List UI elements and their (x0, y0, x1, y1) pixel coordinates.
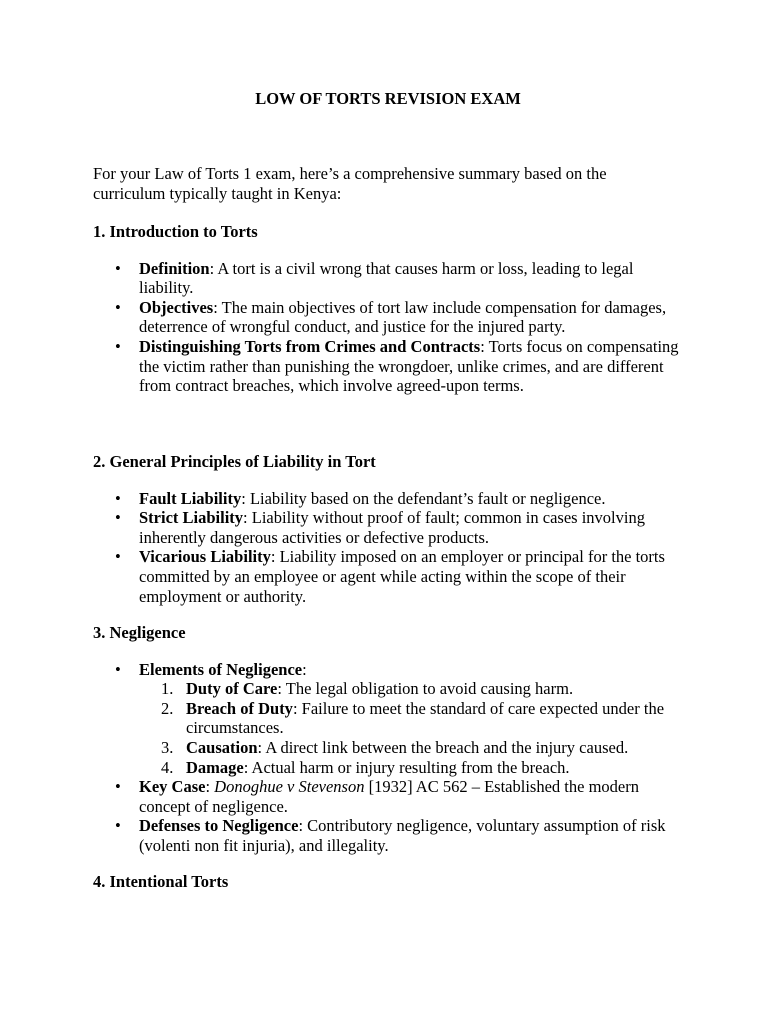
list-item (93, 337, 683, 396)
section-general-principles (93, 452, 683, 606)
item-text: : Failure to meet the standard of care expected under the circumstances. (186, 698, 665, 738)
item-number: 4. (161, 757, 174, 777)
item-text: : Contributory negligence, voluntary assumption of risk (volenti non fit injuria), and illegality. (139, 816, 666, 855)
item-text: : Actual harm or injury resulting from the breach. (243, 757, 570, 777)
item-number: 3. (161, 737, 174, 757)
numbered-item (139, 699, 683, 738)
bullet-icon: • (115, 336, 121, 356)
list-item (93, 660, 683, 778)
item-text: : Liability based on the defendant’s fault or negligence. (241, 488, 606, 508)
bullet-icon: • (115, 508, 121, 528)
list-item (93, 816, 683, 855)
bullet-icon: • (115, 547, 121, 567)
item-term: Distinguishing Torts from Crimes and Contracts (139, 336, 481, 356)
bullet-list (93, 259, 683, 396)
item-text: : A tort is a civil wrong that causes harm or loss, leading to legal liability. (139, 258, 634, 298)
item-text: : Torts focus on compensating the victim rather than punishing the wrongdoer, unlike crimes, and are different from contract breaches, which involve agreed-upon terms. (139, 336, 679, 396)
document-title: LOW OF TORTS REVISION EXAM (255, 89, 521, 108)
section-heading: 4. Intentional Torts (93, 872, 229, 891)
intro-paragraph: For your Law of Torts 1 exam, here’s a comprehensive summary based on the curriculum typically taught in Kenya: (93, 164, 607, 203)
item-term: Vicarious Liability (139, 547, 271, 567)
list-item (93, 508, 683, 547)
case-name: Donoghue v Stevenson (214, 777, 365, 797)
item-text: : The main objectives of tort law include compensation for damages, deterrence of wrongful conduct, and justice for the injured party. (139, 297, 667, 337)
item-term: Fault Liability (139, 488, 242, 508)
item-text: : The legal obligation to avoid causing harm. (277, 679, 574, 699)
item-term: Defenses to Negligence (139, 816, 299, 836)
section-heading: 3. Negligence (93, 623, 186, 642)
list-item (93, 489, 683, 509)
item-term: Key Case (139, 777, 206, 797)
item-text: : (302, 659, 307, 679)
item-term: Damage (186, 757, 244, 777)
item-text: : Liability without proof of fault; common in cases involving inherently dangerous activities or defective products. (139, 508, 645, 547)
item-term: Elements of Negligence (139, 659, 303, 679)
item-term: Causation (186, 737, 258, 757)
item-term: Breach of Duty (186, 698, 293, 718)
bullet-icon: • (115, 258, 121, 278)
bullet-icon: • (115, 659, 121, 679)
item-term: Strict Liability (139, 508, 244, 528)
bullet-icon: • (115, 488, 121, 508)
item-text: [1932] AC 562 – Established the modern concept of negligence. (139, 777, 639, 816)
list-item (93, 777, 683, 816)
list-item (93, 259, 683, 298)
numbered-item (139, 679, 683, 699)
bullet-list (93, 660, 683, 856)
item-term: Objectives (139, 297, 214, 317)
section-heading: 2. General Principles of Liability in Tort (93, 452, 376, 471)
list-item (93, 547, 683, 606)
numbered-list (139, 679, 683, 777)
item-number: 1. (161, 679, 174, 699)
section-intentional-torts (93, 872, 683, 892)
item-text: : A direct link between the breach and the injury caused. (257, 737, 629, 757)
section-introduction-to-torts (93, 222, 683, 396)
bullet-icon: • (115, 777, 121, 797)
item-term: Definition (139, 258, 210, 278)
bullet-icon: • (115, 816, 121, 836)
numbered-item (139, 758, 683, 778)
item-term: Duty of Care (186, 679, 278, 699)
list-item (93, 298, 683, 337)
item-text: : Liability imposed on an employer or principal for the torts committed by an employee or agent while acting within the scope of their employment or authority. (139, 547, 665, 606)
item-number: 2. (161, 698, 174, 718)
bullet-list (93, 489, 683, 607)
item-separator: : (205, 777, 215, 797)
section-negligence (93, 623, 683, 856)
section-heading: 1. Introduction to Torts (93, 222, 258, 241)
numbered-item (139, 738, 683, 758)
bullet-icon: • (115, 297, 121, 317)
